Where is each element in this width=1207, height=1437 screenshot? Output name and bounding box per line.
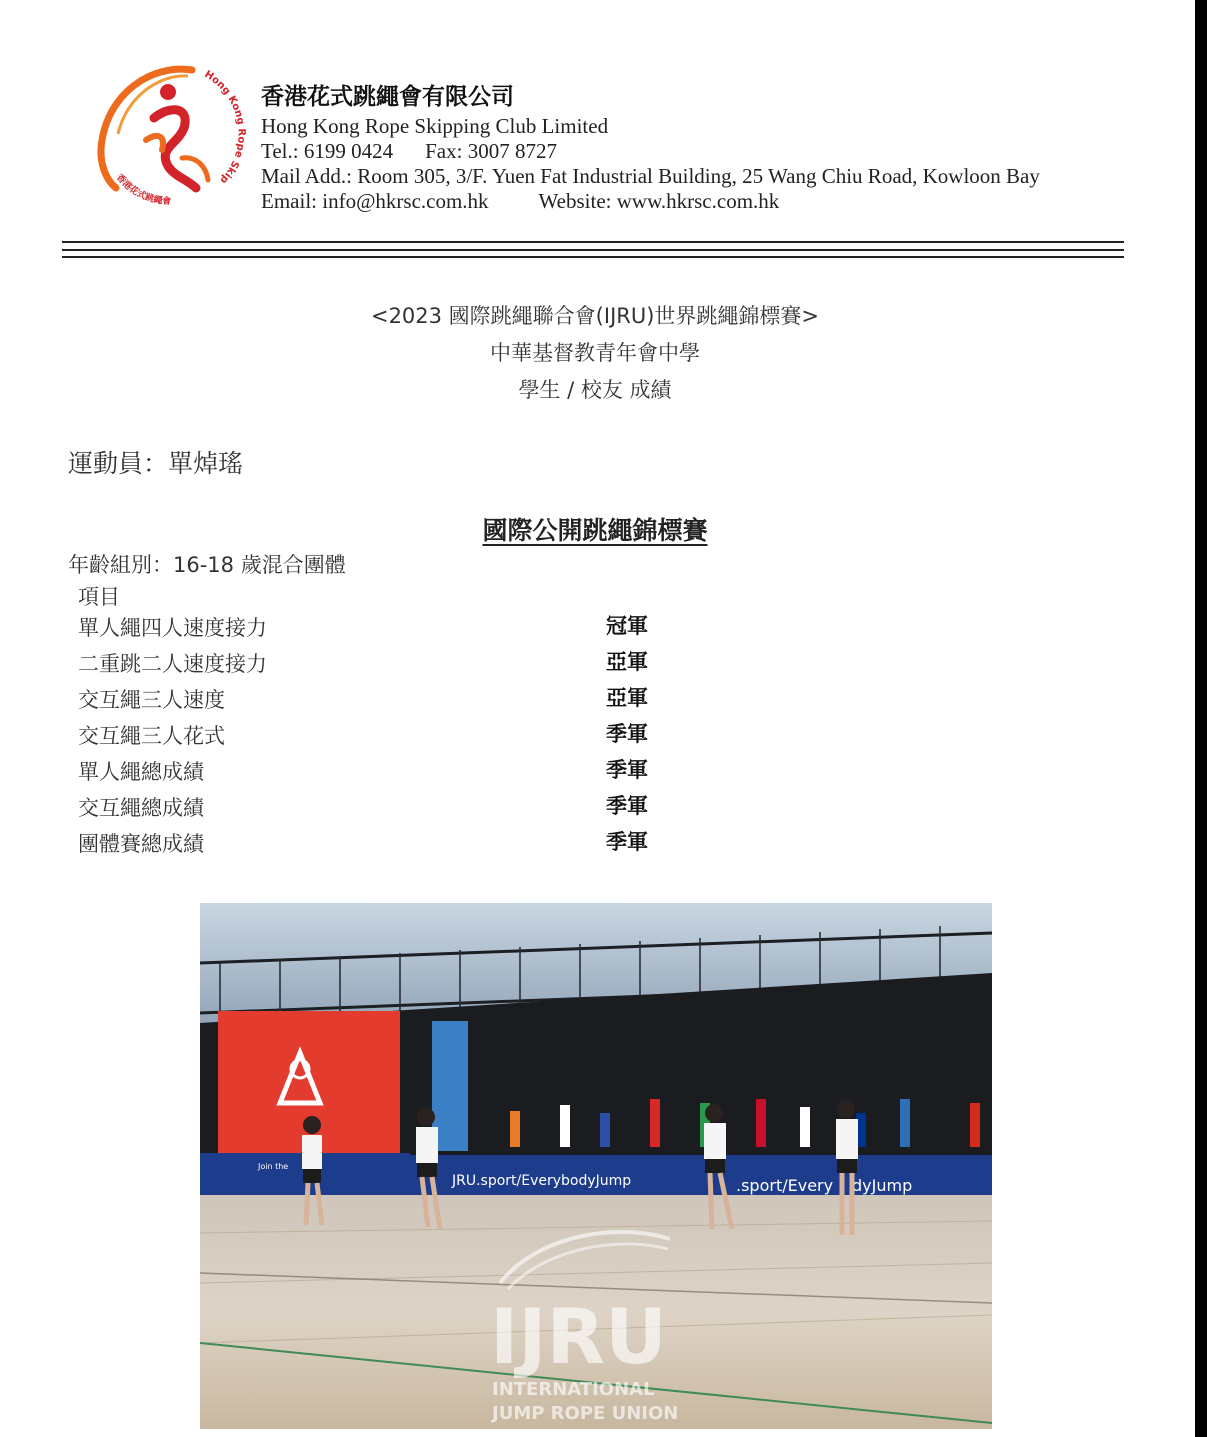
letterhead xyxy=(261,82,1040,214)
athlete-name: 運動員：單焯瑤 xyxy=(68,449,244,478)
event-name: 交互繩總成績 xyxy=(78,796,204,820)
svg-text:.sport/Every: .sport/Every xyxy=(736,1176,834,1195)
event-name: 單人繩四人速度接力 xyxy=(78,616,267,640)
placement: 亞軍 xyxy=(606,686,648,710)
club-logo xyxy=(92,62,252,222)
event-title: <2023 國際跳繩聯合會(IJRU)世界跳繩錦標賽> xyxy=(370,304,820,328)
result-row xyxy=(78,792,778,828)
event-name: 交互繩三人速度 xyxy=(78,688,225,712)
section-title: 國際公開跳繩錦標賽 xyxy=(482,516,708,545)
result-row xyxy=(78,684,778,720)
svg-text:dyJump: dyJump xyxy=(852,1176,913,1195)
svg-text:IJRU: IJRU xyxy=(490,1292,667,1381)
svg-text:JRU.sport/EverybodyJump: JRU.sport/EverybodyJump xyxy=(452,1173,632,1189)
results-list xyxy=(78,612,778,864)
result-row xyxy=(78,720,778,756)
items-header: 項目 xyxy=(78,585,120,609)
school-name: 中華基督教青年會中學 xyxy=(490,341,700,365)
event-name: 交互繩三人花式 xyxy=(78,724,225,748)
result-row xyxy=(78,648,778,684)
placement: 季軍 xyxy=(606,758,648,782)
club-name-zh: 香港花式跳繩會有限公司 xyxy=(261,84,514,110)
contact-web-line xyxy=(261,189,1040,214)
result-row xyxy=(78,756,778,792)
placement: 亞軍 xyxy=(606,650,648,674)
header-divider-mid xyxy=(62,249,1124,251)
event-name: 團體賽總成績 xyxy=(78,832,204,856)
club-name-en: Hong Kong Rope Skipping Club Limited xyxy=(261,114,609,138)
mail-address: Mail Add.: Room 305, 3/F. Yuen Fat Industrial Building, 25 Wang Chiu Road, Kowloon Bay xyxy=(261,164,1040,188)
placement: 季軍 xyxy=(606,830,648,854)
website: Website: www.hkrsc.com.hk xyxy=(538,189,780,213)
email: Email: info@hkrsc.com.hk xyxy=(261,189,489,213)
svg-text:JUMP ROPE UNION: JUMP ROPE UNION xyxy=(492,1403,679,1424)
event-name: 二重跳二人速度接力 xyxy=(78,652,267,676)
results-subtitle: 學生 / 校友 成績 xyxy=(518,378,672,402)
svg-text:INTERNATIONAL: INTERNATIONAL xyxy=(492,1379,655,1400)
svg-text:Join the: Join the xyxy=(258,1162,289,1171)
scan-edge xyxy=(1195,0,1207,1437)
result-row xyxy=(78,828,778,864)
svg-text:香港花式跳繩會: 香港花式跳繩會 xyxy=(113,172,172,207)
placement: 季軍 xyxy=(606,722,648,746)
result-row xyxy=(78,612,778,648)
svg-text:Hong Kong Rope Skipping Club: Hong Kong Rope Skip xyxy=(202,69,247,186)
event-name: 單人繩總成績 xyxy=(78,760,204,784)
header-divider-bottom xyxy=(62,256,1124,258)
contact-phone-line xyxy=(261,139,1040,164)
placement: 季軍 xyxy=(606,794,648,818)
tel: Tel.: 6199 0424 xyxy=(261,139,394,163)
placement: 冠軍 xyxy=(606,614,648,638)
competition-photo xyxy=(200,903,992,1429)
header-divider-top xyxy=(62,241,1124,243)
age-group: 年齡組別：16-18 歲混合團體 xyxy=(68,553,346,577)
fax: Fax: 3007 8727 xyxy=(425,139,557,163)
